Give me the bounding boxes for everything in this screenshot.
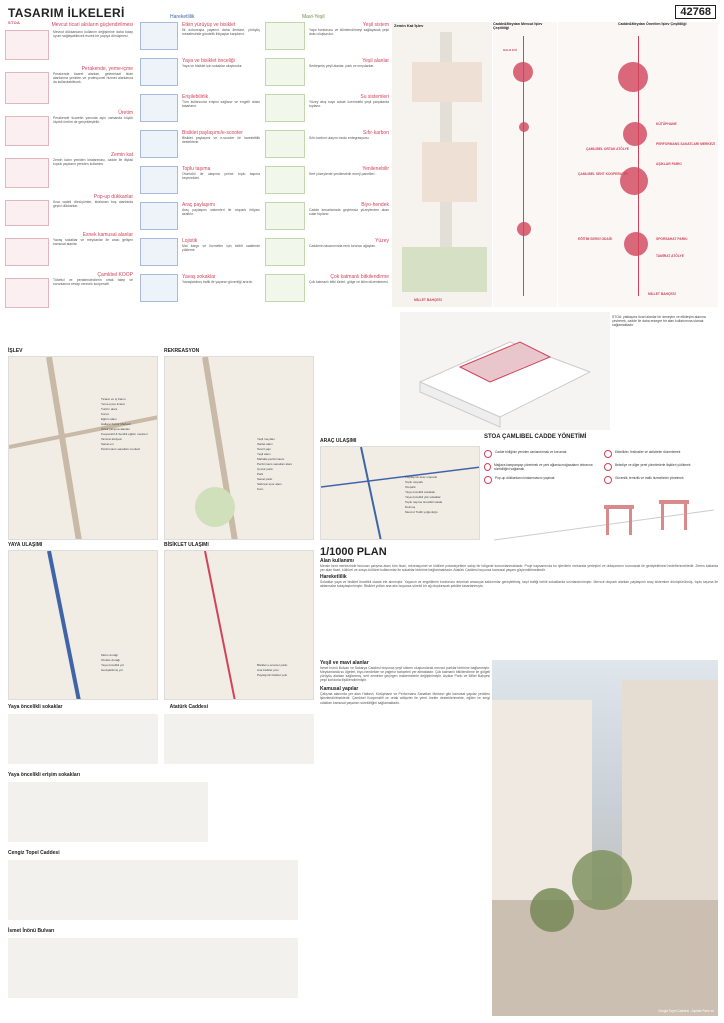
principle-row <box>140 202 260 230</box>
halk-evi-label: HALK EVİ <box>503 48 518 52</box>
principle-text: Araç paylaşımı sistemleri ile otopark ihtiyacı azaltılır. <box>182 208 260 217</box>
legend-item: Tescil yapı <box>257 447 272 451</box>
principle-heading: Yüzey <box>375 238 389 244</box>
bubble <box>517 222 531 236</box>
legend-item: Tamirat atölyesi <box>101 437 122 441</box>
park-label: MİLLET BAHÇESİ <box>648 292 676 296</box>
parki-label: AŞIKLAR PARKI <box>656 162 682 166</box>
popup-icon <box>484 476 492 484</box>
principle-text: İlk dokunuşta yayanın daha ilerisine, yürüyüş mesafesinde gündelik ihtiyaçlar karşılanır. <box>182 28 260 37</box>
principle-heading: Sıfır-karbon <box>362 130 389 136</box>
block <box>422 142 477 202</box>
legend-item: Paylaşımlı bisiklet yolu <box>257 673 288 677</box>
principle-row <box>5 238 133 266</box>
plan-paragraph: Sokaklar yaya ve bisiklet öncelikli olarak ele alınmıştır. Yayanın ve engellilerin konforunu artırmak amacıyla kaldırımlar genişletilmiş, taşıt trafiği belirli sokaklarda sınırlandırılmıştır. Mevcut otopark alanları paylaşımlı araç sistemine dönüştürülmüş, toplu taşıma ile aktarmalar kolaylaştırılmıştır. Bisiklet yolları ana aks boyunca sürekli bir ağ oluşturacak şekilde tasarlanmıştır. <box>320 580 718 589</box>
bubble <box>519 122 529 132</box>
principle-text: Cadde kenarlarında geçirimsiz yüzeylerden akan sular toplanır. <box>309 208 389 217</box>
plan-text-continued <box>320 660 490 1016</box>
principle-row <box>265 130 389 158</box>
legend-item: Eğitim alanı <box>101 417 117 421</box>
library-label: KÜTÜPHANE <box>656 122 677 126</box>
principle-heading: Pop-up dükkanlar <box>93 194 133 200</box>
shop-icon <box>5 30 49 60</box>
principle-row <box>140 166 260 194</box>
principle-text: Sıfır-karbon ulaşım modu entegrasyonu. <box>309 136 370 140</box>
principle-text: Perakende ticaret alanları, geleneksel ticari alanlarına yeniden ve profesyonel hizmet alanlarına da kullanılabilecek. <box>53 72 133 85</box>
principle-heading: Lojistik <box>182 238 198 244</box>
ground-floor-function-map <box>392 22 492 307</box>
existing-diversity-chart <box>493 22 557 307</box>
project-id-badge: 42768 <box>675 5 716 19</box>
stoa-item: Belediye ve diğer yerel yönetimlerle ilişkileri yürütmek <box>615 463 691 467</box>
zero-carbon-icon <box>265 130 305 158</box>
principle-row <box>140 274 260 302</box>
principle-text: Zemin katın yeniden kiralanması, cadde ile ilişkisi kopuk yapıların yeniden kullanımı. <box>53 158 133 167</box>
principle-text: Çok katmanlı bitki türleri, gölge ve iklim düzenlemesi. <box>309 280 389 284</box>
stoa-intro-text: STOA: yaklaşımı ticari alanlar bir deneyim ve etkileşim alanına çevirerek, cadde ile daha entegre bir alan kullanımına olanak sağlamaktadır. <box>612 315 706 328</box>
bioswale-icon <box>265 202 305 230</box>
principle-text: Yaya konforunu ve iklimlendirmeyi sağlayacak yeşil doku oluşturulur. <box>309 28 389 37</box>
bicycle-legend <box>257 663 287 678</box>
coop-label: ÇAMLIBEL SENT KOOPERATİFİ <box>578 172 628 176</box>
sport-label: SPORSAHAT PARKI <box>656 237 688 241</box>
legend-item: Genişletilmiş yol <box>101 668 123 672</box>
section-title: Cengiz Topel Caddesi <box>8 850 60 856</box>
principle-heading: Perakende, yeme-içme <box>81 66 133 72</box>
principle-row <box>140 238 260 266</box>
section-title: Yaya öncelikli erişim sokakları <box>8 772 80 778</box>
principle-heading: Çok katmanlı bitkilendirme <box>330 274 389 280</box>
legend-item: Ticaret ve iş Kamu <box>101 397 126 401</box>
stoa-building-illustration <box>400 312 610 430</box>
chart-title: Cadde&Meydan Önerilen İşlev Çeşitliliği <box>618 22 687 26</box>
section-title: İsmet İnönü Bulvarı <box>8 928 55 934</box>
association-icon <box>484 450 492 458</box>
legend-item: Sahnesi spor alanı <box>257 482 282 486</box>
vehicle-legend <box>405 475 442 515</box>
section-drawing <box>8 782 208 842</box>
education-label: EĞİTİM SERGİ ODAĞI <box>578 237 613 241</box>
principle-heading: Mevcut ticari aksların güçlendirilmesi <box>51 22 133 28</box>
plan-heading: Alan kullanımı <box>320 558 354 564</box>
proposed-diversity-chart <box>558 22 718 307</box>
legend-item: Otopark <box>405 485 416 489</box>
principle-row <box>140 94 260 122</box>
function-legend <box>101 397 148 452</box>
park-icon <box>265 58 305 86</box>
plan-paragraph: Mersin kent merkezinde bulunan çalışma alanı tüm ticari, rekreasyonel ve kültürel potansiyellere sahip bir bölgede konumlanmaktadır. Proje kapsamında bu işlevlerin mekanda yerleşimi ve dolaşımının korunarak ile genişletilmesi hedeflenmektedir. Zemin katlarda yer alan ticari, kültürel ve sosyo-kültürel kullanımlar ile sokaklar birbirine bağlanmaktadır. Atatürk Caddesi boyunca kamusal yaşam güçlendirilmektedir. <box>320 564 718 573</box>
principle-heading: Bisiklet paylaşımı/e-scooter <box>182 130 243 136</box>
principles-col-1 <box>5 22 133 340</box>
vehicle-map <box>320 446 480 540</box>
legend-item: Sanat evi <box>101 442 114 446</box>
legend-item: Mahalle performansı <box>257 457 285 461</box>
bicycle-icon <box>140 58 178 86</box>
stoa-items-right <box>604 450 718 484</box>
bubble <box>623 122 647 146</box>
principle-text: Bisiklet paylaşımı ve e-scooter ile hareketlilik desteklenir. <box>182 136 260 145</box>
section-title: Atatürk Caddesi <box>169 704 208 710</box>
legend-item: Konut <box>101 412 109 416</box>
stoa-item: Etkinlikler, festivaller ve aktiviteler düzenlemek <box>615 450 681 454</box>
mobility-heading: Hareketlilik <box>170 14 195 20</box>
principle-text: Sert yüzeylerde yenilenebilir enerji panelleri. <box>309 172 376 176</box>
legend-item: Turizm alanı <box>101 407 118 411</box>
principle-row <box>265 202 389 230</box>
principle-row <box>5 30 133 60</box>
planting-icon <box>265 274 305 302</box>
park-area <box>402 247 487 292</box>
section-drawing <box>8 714 158 764</box>
principle-row <box>140 22 260 50</box>
cooperative-icon <box>5 278 49 308</box>
principle-heading: Toplu taşıma <box>182 166 211 172</box>
plan-heading: Yeşil ve mavi alanlar <box>320 660 369 666</box>
legend-item: Toplu otopark <box>405 480 424 484</box>
stoa-items-left <box>484 450 602 484</box>
principle-text: Yüzey akış suyu sokak üzerindeki yeşil parçalarda toplanır. <box>309 100 389 109</box>
principle-row <box>265 238 389 266</box>
pergola-diagram <box>484 495 718 545</box>
walking-icon <box>140 22 178 50</box>
legend-item: Halkevi Kültür Merkezi <box>101 422 131 426</box>
legend-item: Park <box>257 472 264 476</box>
map-title-pedestrian: YAYA ULAŞIMI <box>8 542 43 548</box>
chart-title: Cadde&Meydan Mevcut İşlev Çeşitliliği <box>493 22 543 30</box>
bicycle-map-drawing <box>165 551 314 700</box>
delivery-icon <box>140 238 178 266</box>
principle-heading: Yaya ve bisiklet önceliği <box>182 58 235 64</box>
principle-row <box>265 58 389 86</box>
plan-text-block <box>320 546 718 656</box>
principle-text: Yavaş sokaklar ve meydanlar ile arası gelişen kamusal alanlar. <box>53 238 133 247</box>
principle-heading: Esnek kamusal alanlar <box>82 232 133 238</box>
subtitle: STOA <box>8 20 21 25</box>
function-map <box>8 356 158 540</box>
recreation-legend <box>257 437 292 492</box>
bus-icon <box>140 166 178 194</box>
solar-icon <box>265 166 305 194</box>
principle-row <box>5 278 133 308</box>
section-drawing <box>164 714 314 764</box>
stoa-structure-illustration <box>484 495 718 545</box>
legend-item: Yeme-içme ticaret <box>101 402 125 406</box>
principle-heading: Yeşil alanlar <box>362 58 389 64</box>
map-title: Zemin Kat İşlev <box>394 23 424 28</box>
repair-label: TAMİRAT ATÖLYE <box>656 254 684 258</box>
building-icon <box>5 158 49 188</box>
principle-text: Tüketici ve perakendecilerin ortak talep ve sorunlarına cevap verecek kooperatif. <box>53 278 133 287</box>
legend-item: Mevcut Trafik yoğunluğu <box>405 510 438 514</box>
principle-heading: Biyo-hendek <box>361 202 389 208</box>
principle-row <box>265 166 389 194</box>
performance-label: PERFORMANS SANATLARI MERKEZİ <box>656 142 715 146</box>
plan-paragraph: Çalışma alanında yer alan Halkevi, Kütüphane ve Performans Sanatları Merkezi gibi kamusal yapılar yeniden işlevlendirilmektedir. Çamlıbel Kooperatifi ve ortak atölyeler ile yerel üretim desteklenmekte, eğitim ve sergi odakları kamusal yaşamın sürekliliğini sağlamaktadır. <box>320 692 490 705</box>
street-render <box>492 660 718 1016</box>
bubble <box>624 232 648 256</box>
principle-row <box>5 116 133 146</box>
atelier-label: ÇAMLIBEL ORTAK ATÖLYE <box>586 147 629 151</box>
legend-item: Performans sanatları alanı <box>257 462 293 466</box>
legend-item: Dolmuş <box>405 505 416 509</box>
section-drawing <box>8 938 298 998</box>
stoa-axonometric <box>400 312 610 430</box>
park-label: MİLLET BAHÇESİ <box>414 298 442 302</box>
principle-heading: Erişilebilirlik <box>182 94 209 100</box>
public-space-icon <box>5 238 49 266</box>
plan-title: 1/1000 PLAN <box>320 546 387 558</box>
principle-row <box>140 130 260 158</box>
legend-item: Toplu taşıma öncelikli sokak <box>405 500 443 504</box>
render-drawing <box>492 660 718 1016</box>
street-sections <box>8 704 318 1020</box>
principle-row <box>5 158 133 188</box>
legend-item: Yaya öncelikli sokaklar <box>405 490 436 494</box>
restaurant-icon <box>5 72 49 104</box>
principle-text: Caddenin tasarımında renk turuncu ağaçları. <box>309 244 377 248</box>
principle-row <box>5 72 133 104</box>
title-text: TASARIM İLKELERİ <box>8 6 125 20</box>
tree-icon <box>265 22 305 50</box>
principle-heading: Çamlıbel KOOP <box>97 272 133 278</box>
principle-row <box>265 274 389 302</box>
pedestrian-map-drawing <box>9 551 158 700</box>
principle-heading: Üretim <box>118 110 133 116</box>
municipality-icon <box>604 463 612 471</box>
car-share-icon <box>140 202 178 230</box>
section-drawing <box>8 860 298 920</box>
principle-row <box>5 200 133 226</box>
stoa-management-title: STOA ÇAMLIBEL CADDE YÖNETİMİ <box>484 434 587 440</box>
events-icon <box>604 450 612 458</box>
principle-text: Tüm kullanıcılar erişimi sağlanır ve engelli dostu tasarlanır. <box>182 100 260 109</box>
principle-row <box>140 58 260 86</box>
principle-heading: Etkin yürüyüş ve bisiklet <box>182 22 236 28</box>
legend-item: Kooperatif & Sentlik eğitim merkezi <box>101 432 148 436</box>
legend-item: Yeşil meydan <box>257 437 275 441</box>
legend-item: Bisiklet e-scooter parkı <box>257 663 288 667</box>
legend-item: Ibadet alanı <box>257 442 273 446</box>
bubble <box>513 62 533 82</box>
principle-heading: Zemin kat <box>111 152 133 158</box>
stoa-item: Mağaza kampanyayı yönetmek ve yeni ağlarda mağazaların tekrarına sürekliliğini sağlamak <box>494 463 593 471</box>
legend-item: Yaya öncelikli yol <box>101 663 124 667</box>
legend-item: Paylaşımlı araç otoparkı <box>405 475 438 479</box>
section-title: Yaya öncelikli sokaklar <box>8 704 63 710</box>
legend-item: Otobüs durağı <box>101 658 121 662</box>
pedestrian-legend <box>101 653 124 673</box>
principle-text: Yavaşlatılmış trafik ile yayanın güvenliği artırılır. <box>182 280 254 284</box>
slow-street-icon <box>140 274 178 302</box>
bubble <box>618 62 648 92</box>
recreation-map <box>164 356 314 540</box>
legend-item: Ana bisiklet yolu <box>257 668 279 672</box>
water-icon <box>265 94 305 122</box>
legend-item: Performans sanatları merkezi <box>101 447 141 451</box>
principle-text: Yaya ve bisiklet için sokaklar oluşturulur. <box>182 64 243 68</box>
principle-heading: Yenilenebilir <box>362 166 389 172</box>
principle-text: Mevcut dükkanların kullanım değişimine daha kolay uyum sağlayabilecek esnek bir yapıya dönüşmesi. <box>53 30 133 39</box>
principle-text: Mal kargo ve hizmetler için belirli saatlerde yükleme. <box>182 244 260 253</box>
legend-item: Ortak çalışma alanları <box>101 427 131 431</box>
surface-icon <box>265 238 305 266</box>
blue-green-heading: Mavi-Yeşil <box>302 14 325 20</box>
legend-item: Koru <box>257 487 264 491</box>
principle-row <box>265 94 389 122</box>
legend-item: Sanat parkı <box>257 477 273 481</box>
render-caption: Cengiz Topel Caddesi - Aşıklar Parkı ve <box>658 1009 714 1013</box>
wheelchair-icon <box>140 94 178 122</box>
map-title-bicycle: BİSİKLET ULAŞIMI <box>164 542 209 548</box>
security-icon <box>604 476 612 484</box>
principle-row <box>265 22 389 50</box>
stoa-item: Pop-up dükkanların kiralanmasını yapmak <box>495 476 555 480</box>
map-title-function: İŞLEV <box>8 348 23 354</box>
block <box>412 62 482 102</box>
legend-item: Çocuk parkı <box>257 467 274 471</box>
plan-heading: Kamusal yapılar <box>320 686 359 693</box>
legend-item: Yaya öncelikli yük sokaklar <box>405 495 441 499</box>
legend-item: Yeşil alanı <box>257 452 271 456</box>
pedestrian-map <box>8 550 158 700</box>
scooter-icon <box>140 130 178 158</box>
stoa-item: Cadde birliğinin yeniden canlandırmak ve korumak <box>495 450 567 454</box>
principle-heading: Su sistemleri <box>360 94 389 100</box>
popup-shop-icon <box>5 200 49 226</box>
map-title-recreation: REKREASYON <box>164 348 200 354</box>
principle-text: Perakende ticaretin yanında aynı zamanda küçük ölçekli üretim de gerçekleştirilir. <box>53 116 133 125</box>
principle-text: Kısa vadeli dönüşümler, kiralanan boş alanlarda geçici dükkanlar. <box>53 200 133 209</box>
vehicle-map-drawing <box>321 447 480 540</box>
principle-heading: Araç paylaşımı <box>182 202 216 208</box>
map-title-vehicle: ARAÇ ULAŞIMI <box>320 438 357 444</box>
principles-col-3 <box>265 22 389 340</box>
principle-heading: Yeşil sistem <box>362 22 389 28</box>
legend-item: Metro durağı <box>101 653 119 657</box>
plan-paragraph: İsmet İnönü Bulvarı ve Sakarya Caddesi boyunca yeşil sistem oluşturularak mevcut parklar birbirine bağlanmıştır. Meydanlarda su öğeleri, biyo-hendekler ve yağmur bahçeleri yer almaktadır. Çok katmanlı bitkilendirme ile gölgeli yürüyüş alanları sağlanmış, sert zeminler geçirgen malzemelerle değiştirilmiştir. Aşıklar Parkı ve Millet Bahçesi yeşil koridorla ilişkilendirilmiştir. <box>320 666 490 683</box>
principle-text: Sertleşmiş yeşil alanlar, park ve meydanlar. <box>309 64 375 68</box>
principle-text: Otomobil ile ulaşıma yerine toplu taşıma seçenekleri. <box>182 172 260 181</box>
bicycle-map <box>164 550 314 700</box>
factory-icon <box>5 116 49 146</box>
stoa-item: Güvenlik, temizlik ve trafik hizmetlerini yönetmek <box>615 476 684 480</box>
campaign-icon <box>484 463 491 471</box>
principles-col-2 <box>140 22 260 340</box>
principle-heading: Yavaş sokaklar <box>182 274 216 280</box>
plan-heading: Hareketlilik <box>320 574 347 581</box>
